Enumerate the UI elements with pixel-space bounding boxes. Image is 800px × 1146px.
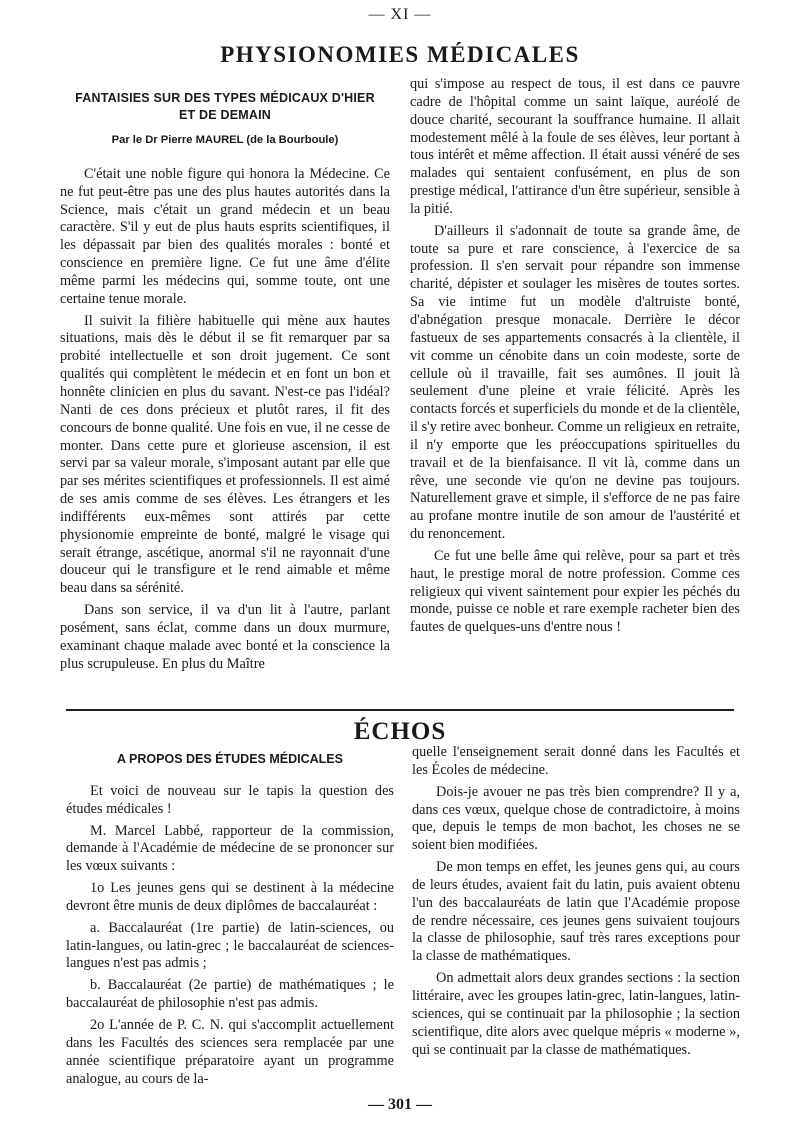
page-folio: — XI —: [368, 6, 432, 23]
echos-paragraph: Dois-je avouer ne pas très bien comprendre? Il y a, dans ces vœux, quelque chose de contradictoire, à moins que, depuis le temps de mon bachot, les choses ne se soient bien modifiées.: [412, 783, 740, 854]
article-right-column: [410, 76, 740, 637]
article-heading-line2: ET DE DEMAIN: [179, 108, 271, 122]
echos-heading: A PROPOS DES ÉTUDES MÉDICALES: [117, 752, 343, 766]
echos-paragraph: On admettait alors deux grandes sections : la section littéraire, avec les groupes latin-grec, latin-langues, latin-sciences, qui se continuait par la philosophie ; la section scientifique, dite alors avec quelque mépris « moderne », qui se continuait par la classe de mathématiques.: [412, 970, 740, 1058]
echos-paragraph: a. Baccalauréat (1re partie) de latin-sciences, ou latin-langues, ou latin-grec ; le baccalauréat de sciences-langues n'est pas admis ;: [66, 919, 394, 972]
article-paragraph: qui s'impose au respect de tous, il est dans ce pauvre cadre de l'hôpital comme un saint laïque, auréolé de douce charité, secourant la souffrance humaine. Il allait modestement mêlé à la foule de ses élèves, leur portant à tous intérêt et même affection. Il était aussi vénéré de ses malades qui sentaient confusément, en plus de son prestige médical, l'attirance d'un être supérieur, sensible à la pitié.: [410, 76, 740, 217]
echos-paragraph: quelle l'enseignement serait donné dans les Facultés et les Écoles de médecine.: [412, 744, 740, 778]
section-divider: [66, 709, 734, 711]
echos-right-column: [412, 744, 740, 1059]
echos-title: ÉCHOS: [353, 718, 447, 745]
article-paragraph: C'était une noble figure qui honora la Médecine. Ce ne fut peut-être pas une des plus hautes autorités dans la Science, mais c'était un grand médecin et un beau caractère. S'il y eut de plus hauts esprits scientifiques, il les dépassait par bien des qualités morales : bonté et conscience en première ligne. Ce fut une âme d'élite même parmi les médecins qui, somme toute, ont une certaine tenue morale.: [60, 165, 390, 307]
article-heading-line1: FANTAISIES SUR DES TYPES MÉDICAUX D'HIER: [75, 91, 375, 105]
echos-paragraph: Et voici de nouveau sur le tapis la question des études médicales !: [66, 782, 394, 817]
echos-paragraph: 2o L'année de P. C. N. qui s'accomplit actuellement dans les Facultés des sciences sera remplacée par une année scientifique préparatoire ayant un programme analogue, au cours de la-: [66, 1016, 394, 1087]
echos-paragraph: 1o Les jeunes gens qui se destinent à la médecine devront être munis de deux diplômes de baccalauréat :: [66, 880, 394, 914]
article-paragraph: D'ailleurs il s'adonnait de toute sa grande âme, de toute sa pure et rare conscience, à l'exercice de sa profession. Il s'en servait pour répandre son immense charité, dépister et soulager les misères de toutes sortes. Sa vie intime fut un modèle d'altruiste bonté, d'abnégation presque monacale. Derrière le décor fastueux de ses appartements consacrés à la clientèle, il vit comme un cénobite dans un coin modeste, sorte de cellule où il travaille, fait ses aumônes. Il jouit là seulement d'une pleine et vraie félicité. Après les contacts forcés et superficiels du monde et de la clientèle, il s'y retire avec bonheur. Comme un religieux en retraite, il n'y emporte que les préoccupations spirituelles du travail et de la bienfaisance. Il vit là, comme dans un rêve, une seconde vie qu'on ne devine pas toujours. Naturellement grave et simple, il s'efforce de ne pas faire au profane montre inutile de son amour de l'austérité et du renoncement.: [410, 222, 740, 543]
article-paragraph: Dans son service, il va d'un lit à l'autre, parlant posément, sans éclat, comme dans un doux murmure, examinant chaque malade avec bonté et la conscience la plus scrupuleuse. En plus du Maître: [60, 602, 390, 672]
echos-left-column: [66, 751, 394, 1088]
echos-paragraph: b. Baccalauréat (2e partie) de mathématiques ; le baccalauréat de philosophie n'est pas admis.: [66, 977, 394, 1012]
article-paragraph: Il suivit la filière habituelle qui mène aux hautes situations, mais dès le début il se fit remarquer par sa probité intellectuelle et son droit jugement. Ce sont qualités qui complètent le médecin et en font un bon et honnête clinicien en plus du savant. N'est-ce pas l'idéal? Nanti de ces dons précieux et plutôt rares, il fit des concours de bonne qualité. Une fois en vue, il ne cesse de monter. Dans cette pure et glorieuse ascension, il est servi par sa valeur morale, s'imposant autant par elle que par ses mérites scientifiques et professionnels. Il est aimé de ses amis comme de ses élèves. Les étrangers et les indifférents eux-mêmes sont attirés par cette physionomie empreinte de bonté, malgré le visage qui serait étrange, ascétique, anormal s'il ne rayonnait d'une douceur qui le transfigure et le rend aimable et même beau dans sa sérénité.: [60, 312, 390, 597]
main-title: PHYSIONOMIES MÉDICALES: [220, 42, 580, 67]
echos-paragraph: M. Marcel Labbé, rapporteur de la commission, demande à l'Académie de médecine de se prononcer sur les vœux suivants :: [66, 822, 394, 875]
article-byline: Par le Dr Pierre MAUREL (de la Bourboule): [111, 134, 339, 146]
echos-paragraph: De mon temps en effet, les jeunes gens qui, au cours de leurs études, avaient fait du latin, puis avaient obtenu l'un des baccalauréats de latin que l'Académie propose de rendre nécessaire, ces jeunes gens suivaient toujours la classe de philosophie, sauf très rares exceptions pour la classe de mathématiques.: [412, 859, 740, 965]
article-paragraph: Ce fut une belle âme qui relève, pour sa part et très haut, le prestige moral de notre profession. Comme ces religieux qui vivent saintement pour expier les péchés du monde, puisse ce noble et rare exemple racheter bien des fautes de quelques-uns d'entre nous !: [410, 547, 740, 636]
article-left-column: [60, 90, 390, 673]
page-number: — 301 —: [368, 1096, 432, 1113]
